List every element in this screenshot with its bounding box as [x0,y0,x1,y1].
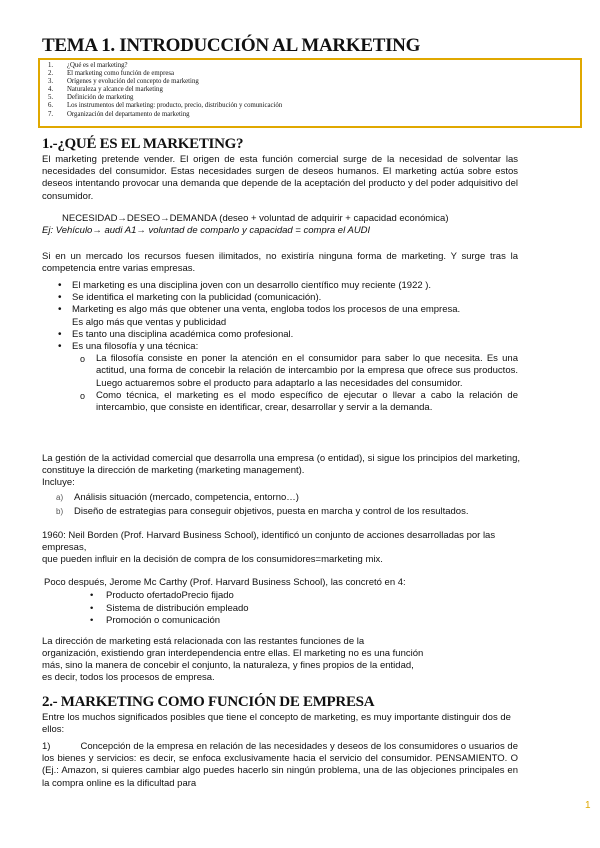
list-marker: a) [56,493,64,502]
point-text: Concepción de la empresa en relación de las necesidades y deseos de los consumidores o usuarios de los bienes y servicios: es decir, se enfoca exclusivamente hacia el servicio del consumidor. PENSAMIENTO. O (Ej.: Amazon, si quieres cambiar algo puedes hacerlo sin ningún problema, una de las objeciones principales en la compra online es la dificultad para [42,741,518,789]
list-item: • Es tanto una disciplina académica como profesional. [58,329,518,341]
list-item: • Promoción o comunicación [90,615,249,628]
borden-paragraph-cont: que pueden influir en la decisión de compra de los consumidores=marketing mix. [42,554,383,565]
four-p-list [90,590,249,628]
list-item [58,341,518,414]
toc-item-text: Los instrumentos del marketing: producto, precio, distribución y comunicación [67,102,283,110]
list-marker: b) [56,507,64,516]
toc-item-number: 1. [48,62,54,69]
alpha-list [54,491,468,519]
incluye-label: Incluye: [42,477,75,488]
toc-item-text: El marketing como función de empresa [67,70,175,78]
toc-item-text: ¿Qué es el marketing? [67,62,128,69]
toc-item [48,94,580,102]
list-item: • Marketing es algo más que obtener una venta, engloba todos los procesos de una empresa. Es algo más que ventas y publicidad [58,304,462,328]
toc-item-text: Naturaleza y alcance del marketing [67,86,163,94]
toc-item-text: Organización del departamento de marketing [67,110,190,118]
borden-paragraph: 1960: Neil Borden (Prof. Harvard Business School), identificó un conjunto de acciones desarrolladas por las empresas, [42,530,496,554]
sub-list-item: o La filosofía consiste en poner la atención en el consumidor para saber lo que necesita. Es una actitud, una forma de concebir la relación de intercambio por la empresa que ofrece sus productos. Luego actuaremos sobre el producto para adaptarlo a las necesidades del consumidor. [72,353,518,390]
toc-item [48,62,580,70]
section-2-point-1 [42,741,518,790]
toc-item [48,70,580,78]
list-item-label: Es una filosofía y una técnica: [72,341,199,353]
direccion-line-2: organización, existiendo gran interdependencia entre ellas. El marketing no es una función [42,648,424,659]
toc-item [48,86,580,94]
toc-item [48,102,580,110]
toc-item-number: 5. [48,94,54,102]
toc-item-number: 4. [48,86,54,94]
toc-item [48,111,580,119]
point-number: 1) [42,741,51,752]
list-item: • Se identifica el marketing con la publicidad (comunicación). [58,292,518,304]
sub-list [72,353,518,414]
direccion-line-3: más, sino la manera de concebir el conjunto, la naturaleza, y fines propios de la entidad, [42,660,414,671]
toc-item-number: 7. [48,110,54,118]
list-item-text: Diseño de estrategias para conseguir objetivos, puesta en marcha y control de los resultados. [74,506,469,517]
list-item [54,505,468,519]
toc-item-text: Orígenes y evolución del concepto de marketing [67,78,199,86]
gestion-paragraph: La gestión de la actividad comercial que desarrolla una empresa (o entidad), si sigue los principios del marketing, constituye la dirección de marketing (marketing management). [42,453,520,477]
section-2-intro: Entre los muchos significados posibles que tiene el concepto de marketing, es muy importante distinguir dos de ellos: [42,712,511,736]
toc-item-number: 2. [48,70,54,78]
toc-item-text: Definición de marketing [67,94,134,102]
direccion-line-4: es decir, todos los procesos de empresa. [42,672,215,683]
section-1-intro: El marketing pretende vender. El origen de esta función comercial surge de la necesidad de solventar las necesidades del consumidor. Estas necesidades surgen de deseos humanos. El marketing actúa sobre estos deseos intentando provocar una demanda que depende de la aceptación del producto y del poder adquisitivo del consumidor. [42,154,518,202]
resources-paragraph: Si en un mercado los recursos fuesen ilimitados, no existiría ninguna forma de marketing. Y surge tras la competencia entre varias empresas. [42,251,518,275]
toc-item [48,78,580,86]
list-item: • El marketing es una disciplina joven con un desarrollo científico muy reciente (1922 ). [58,280,518,292]
needs-formula: NECESIDAD→DESEO→DEMANDA (deseo + voluntad de adquirir + capacidad económica) [62,213,449,224]
toc-list [48,62,580,119]
section-1-heading: 1.-¿QUÉ ES EL MARKETING? [42,136,244,152]
characteristics-list [58,280,518,414]
list-item: • Producto ofertadoPrecio fijado [90,590,249,603]
sub-list-item: o Como técnica, el marketing es el modo específico de ejecutar o llevar a cabo la relación de intercambio, que consiste en identificar, crear, desarrollar y servir a la demanda. [72,390,518,414]
mccarthy-paragraph: Poco después, Jerome Mc Carthy (Prof. Harvard Business School), las concretó en 4: [44,577,406,588]
formula-example: Ej: Vehículo→ audi A1→ voluntad de comparlo y capacidad = compra el AUDI [42,225,371,236]
list-item [54,491,468,505]
page-number: 1 [585,800,591,811]
toc-item-number: 3. [48,78,54,86]
section-2-heading: 2.- MARKETING COMO FUNCIÓN DE EMPRESA [42,694,375,710]
page-title: TEMA 1. INTRODUCCIÓN AL MARKETING [42,35,421,56]
list-item: • Sistema de distribución empleado [90,603,249,616]
table-of-contents [38,58,582,128]
toc-item-number: 6. [48,102,54,110]
direccion-line-1: La dirección de marketing está relacionada con las restantes funciones de la [42,636,365,647]
list-item-text: Análisis situación (mercado, competencia, entorno…) [74,492,299,503]
